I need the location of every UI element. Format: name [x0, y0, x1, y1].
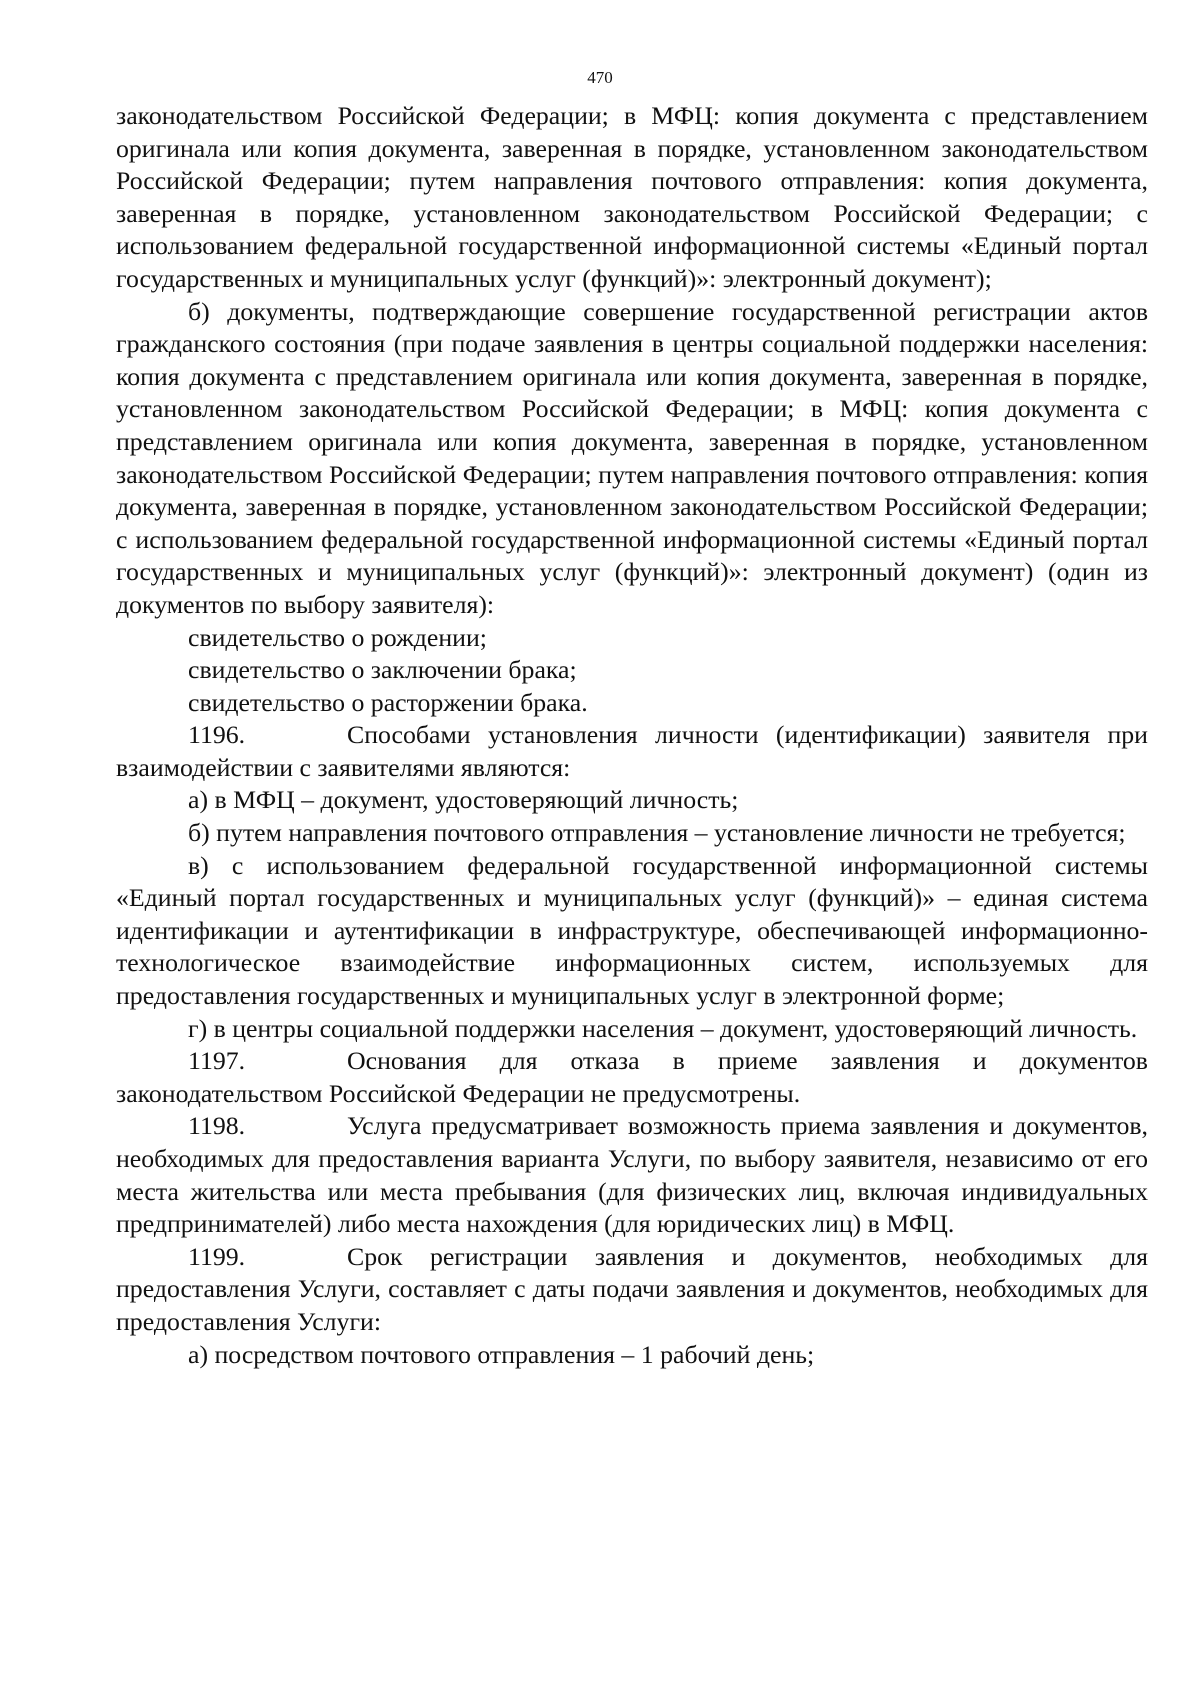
paragraph-text: свидетельство о заключении брака;	[188, 655, 577, 685]
paragraph-text: Услуга предусматривает возможность приема заявления и документов, необходимых для предоставления варианта Услуги, по выбору заявителя, независимо от его места жительства или места пребывания (для физических лиц, включая индивидуальных предпринимателей) либо места нахождения (для юридических лиц) в МФЦ.	[116, 1111, 1148, 1239]
paragraph-text: а) посредством почтового отправления – 1 рабочий день;	[188, 1339, 815, 1369]
clause-number: 1196.	[188, 720, 246, 750]
list-item	[116, 687, 1148, 720]
paragraph-item-b	[116, 817, 1148, 850]
paragraph-text: свидетельство о расторжении брака.	[188, 687, 588, 717]
paragraph-item-g	[116, 1013, 1148, 1046]
clause-number: 1198.	[188, 1111, 246, 1141]
clause-1197	[116, 1045, 1148, 1110]
paragraph-text: в) с использованием федеральной государственной информационной системы «Единый портал государственных и муниципальных услуг (функций)» – единая система идентификации и аутентификации в инфраструктуре, обеспечивающей информационно-технологическое взаимодействие информационных систем, используемых для предоставления государственных и муниципальных услуг в электронной форме;	[116, 850, 1148, 1011]
paragraph-item-a	[116, 784, 1148, 817]
list-item	[116, 654, 1148, 687]
paragraph-text: б) путем направления почтового отправления – установление личности не требуется;	[188, 818, 1126, 848]
paragraph-text: свидетельство о рождении;	[188, 622, 487, 652]
paragraph-text: законодательством Российской Федерации; в МФЦ: копия документа с представлением оригинала или копия документа, заверенная в порядке, установленном законодательством Российской Федерации; путем направления почтового отправления: копия документа, заверенная в порядке, установленном законодательством Российской Федерации; с использованием федеральной государственной информационной системы «Единый портал государственных и муниципальных услуг (функций)»: электронный документ);	[116, 101, 1148, 293]
paragraph-text: б) документы, подтверждающие совершение государственной регистрации актов гражданского состояния (при подаче заявления в центры социальной поддержки населения: копия документа с представлением оригинала или копия документа, заверенная в порядке, установленном законодательством Российской Федерации; в МФЦ: копия документа с представлением оригинала или копия документа, заверенная в порядке, установленном законодательством Российской Федерации; путем направления почтового отправления: копия документа, заверенная в порядке, установленном законодательством Российской Федерации; с использованием федеральной государственной информационной системы «Единый портал государственных и муниципальных услуг (функций)»: электронный документ) (один из документов по выбору заявителя):	[116, 296, 1148, 619]
document-body	[116, 100, 1148, 1371]
paragraph-item-v	[116, 850, 1148, 1013]
page-number: 470	[587, 68, 613, 87]
paragraph-text: Способами установления личности (идентификации) заявителя при взаимодействии с заявителями являются:	[116, 720, 1148, 782]
clause-number: 1197.	[188, 1046, 246, 1076]
paragraph-continuation	[116, 100, 1148, 296]
clause-1199	[116, 1241, 1148, 1339]
paragraph-text: Срок регистрации заявления и документов, необходимых для предоставления Услуги, составляет с даты подачи заявления и документов, необходимых для предоставления Услуги:	[116, 1241, 1148, 1336]
list-item	[116, 622, 1148, 655]
paragraph-item-a	[116, 1339, 1148, 1372]
paragraph-item-b	[116, 296, 1148, 622]
paragraph-text: г) в центры социальной поддержки населения – документ, удостоверяющий личность.	[188, 1013, 1138, 1043]
clause-1198	[116, 1110, 1148, 1240]
paragraph-text: а) в МФЦ – документ, удостоверяющий личность;	[188, 785, 739, 815]
clause-1196	[116, 719, 1148, 784]
clause-number: 1199.	[188, 1241, 246, 1271]
paragraph-text: Основания для отказа в приеме заявления и документов законодательством Российской Федерации не предусмотрены.	[116, 1046, 1148, 1108]
